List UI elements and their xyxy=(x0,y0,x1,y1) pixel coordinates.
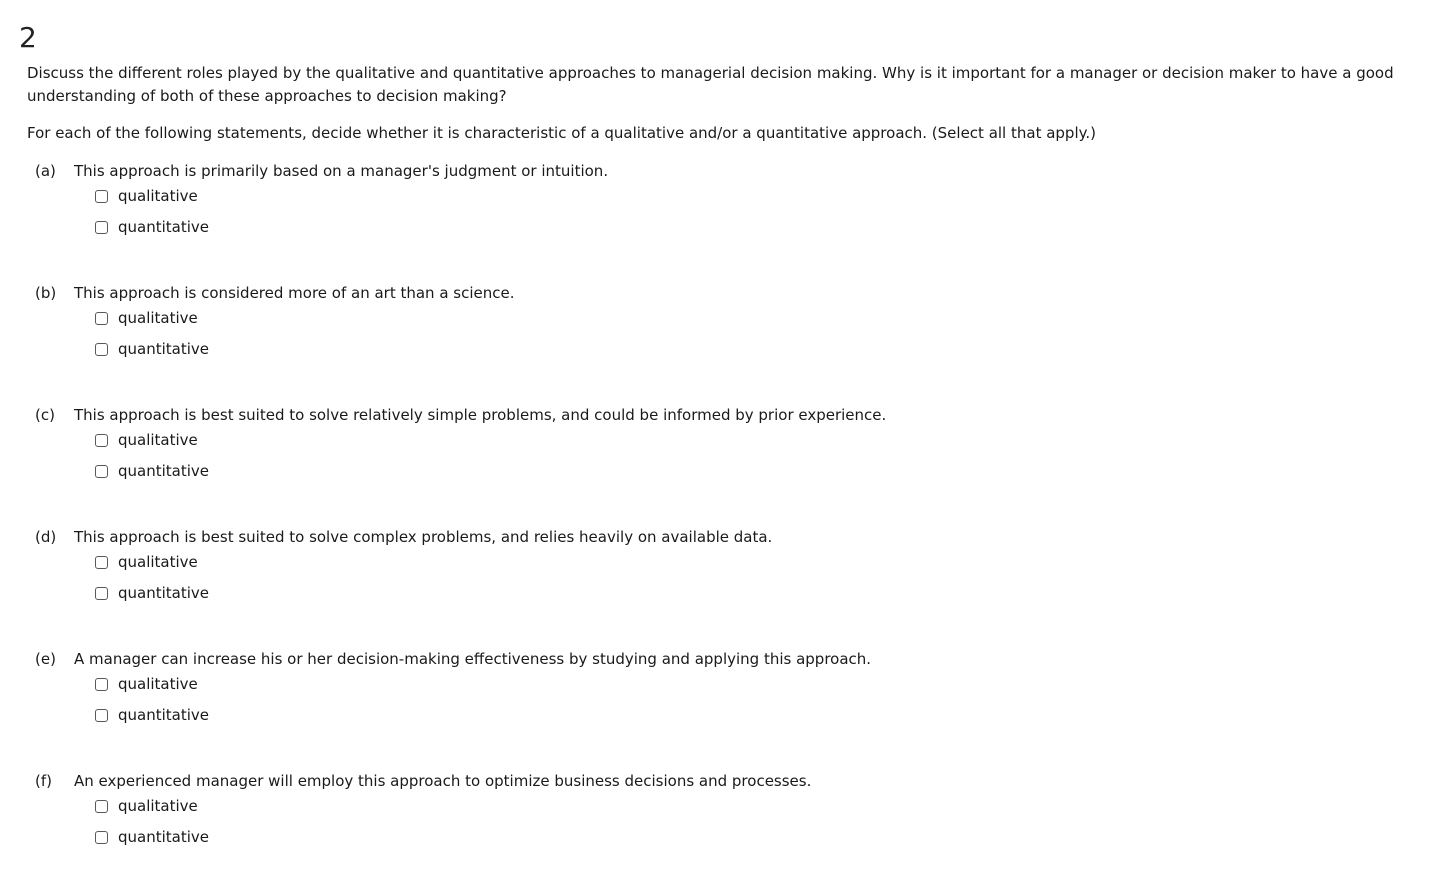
part-label: (a) xyxy=(35,162,56,180)
part-f xyxy=(35,770,1415,854)
option-qualitative[interactable] xyxy=(95,426,1415,457)
qualitative-checkbox[interactable] xyxy=(95,312,108,325)
quantitative-checkbox[interactable] xyxy=(95,831,108,844)
option-label[interactable]: qualitative xyxy=(118,431,198,449)
option-quantitative[interactable] xyxy=(95,823,1415,854)
option-label[interactable]: quantitative xyxy=(118,462,210,480)
qualitative-checkbox[interactable] xyxy=(95,800,108,813)
qualitative-checkbox[interactable] xyxy=(95,434,108,447)
part-label: (c) xyxy=(35,406,55,424)
part-label: (e) xyxy=(35,650,56,668)
question-prompt: Discuss the different roles played by the qualitative and quantitative approaches to managerial decision making. Why is it important for a manager or decision maker to have a good understanding of both of these approaches to decision making? xyxy=(27,64,1394,105)
option-qualitative[interactable] xyxy=(95,548,1415,579)
question-number: 2 xyxy=(19,21,37,54)
option-quantitative[interactable] xyxy=(95,213,1415,244)
part-stem xyxy=(35,282,1415,304)
part-b xyxy=(35,282,1415,366)
option-label[interactable]: quantitative xyxy=(118,218,210,236)
option-qualitative[interactable] xyxy=(95,304,1415,335)
quantitative-checkbox[interactable] xyxy=(95,465,108,478)
quantitative-checkbox[interactable] xyxy=(95,221,108,234)
part-statement: A manager can increase his or her decision-making effectiveness by studying and applying this approach. xyxy=(74,650,872,668)
quantitative-checkbox[interactable] xyxy=(95,587,108,600)
part-stem xyxy=(35,404,1415,426)
option-qualitative[interactable] xyxy=(95,670,1415,701)
option-qualitative[interactable] xyxy=(95,792,1415,823)
option-quantitative[interactable] xyxy=(95,457,1415,488)
part-stem xyxy=(35,648,1415,670)
option-label[interactable]: qualitative xyxy=(118,675,198,693)
part-e xyxy=(35,648,1415,732)
qualitative-checkbox[interactable] xyxy=(95,190,108,203)
option-label[interactable]: quantitative xyxy=(118,584,210,602)
option-label[interactable]: quantitative xyxy=(118,828,210,846)
part-label: (b) xyxy=(35,284,57,302)
part-label: (d) xyxy=(35,528,57,546)
option-label[interactable]: quantitative xyxy=(118,706,210,724)
part-statement: This approach is primarily based on a manager's judgment or intuition. xyxy=(74,162,609,180)
option-quantitative[interactable] xyxy=(95,701,1415,732)
part-d xyxy=(35,526,1415,610)
option-label[interactable]: qualitative xyxy=(118,309,198,327)
part-c xyxy=(35,404,1415,488)
option-label[interactable]: qualitative xyxy=(118,797,198,815)
option-quantitative[interactable] xyxy=(95,579,1415,610)
quantitative-checkbox[interactable] xyxy=(95,709,108,722)
qualitative-checkbox[interactable] xyxy=(95,556,108,569)
option-label[interactable]: qualitative xyxy=(118,187,198,205)
option-quantitative[interactable] xyxy=(95,335,1415,366)
question-instructions: For each of the following statements, decide whether it is characteristic of a qualitative and/or a quantitative approach. (Select all that apply.) xyxy=(27,124,1096,142)
part-statement: An experienced manager will employ this approach to optimize business decisions and processes. xyxy=(74,772,812,790)
part-stem xyxy=(35,160,1415,182)
part-stem xyxy=(35,770,1415,792)
option-label[interactable]: qualitative xyxy=(118,553,198,571)
quantitative-checkbox[interactable] xyxy=(95,343,108,356)
option-qualitative[interactable] xyxy=(95,182,1415,213)
part-stem xyxy=(35,526,1415,548)
part-statement: This approach is best suited to solve relatively simple problems, and could be informed by prior experience. xyxy=(74,406,887,424)
part-label: (f) xyxy=(35,772,52,790)
part-statement: This approach is best suited to solve complex problems, and relies heavily on available data. xyxy=(74,528,773,546)
option-label[interactable]: quantitative xyxy=(118,340,210,358)
part-statement: This approach is considered more of an art than a science. xyxy=(74,284,515,302)
part-a xyxy=(35,160,1415,244)
qualitative-checkbox[interactable] xyxy=(95,678,108,691)
